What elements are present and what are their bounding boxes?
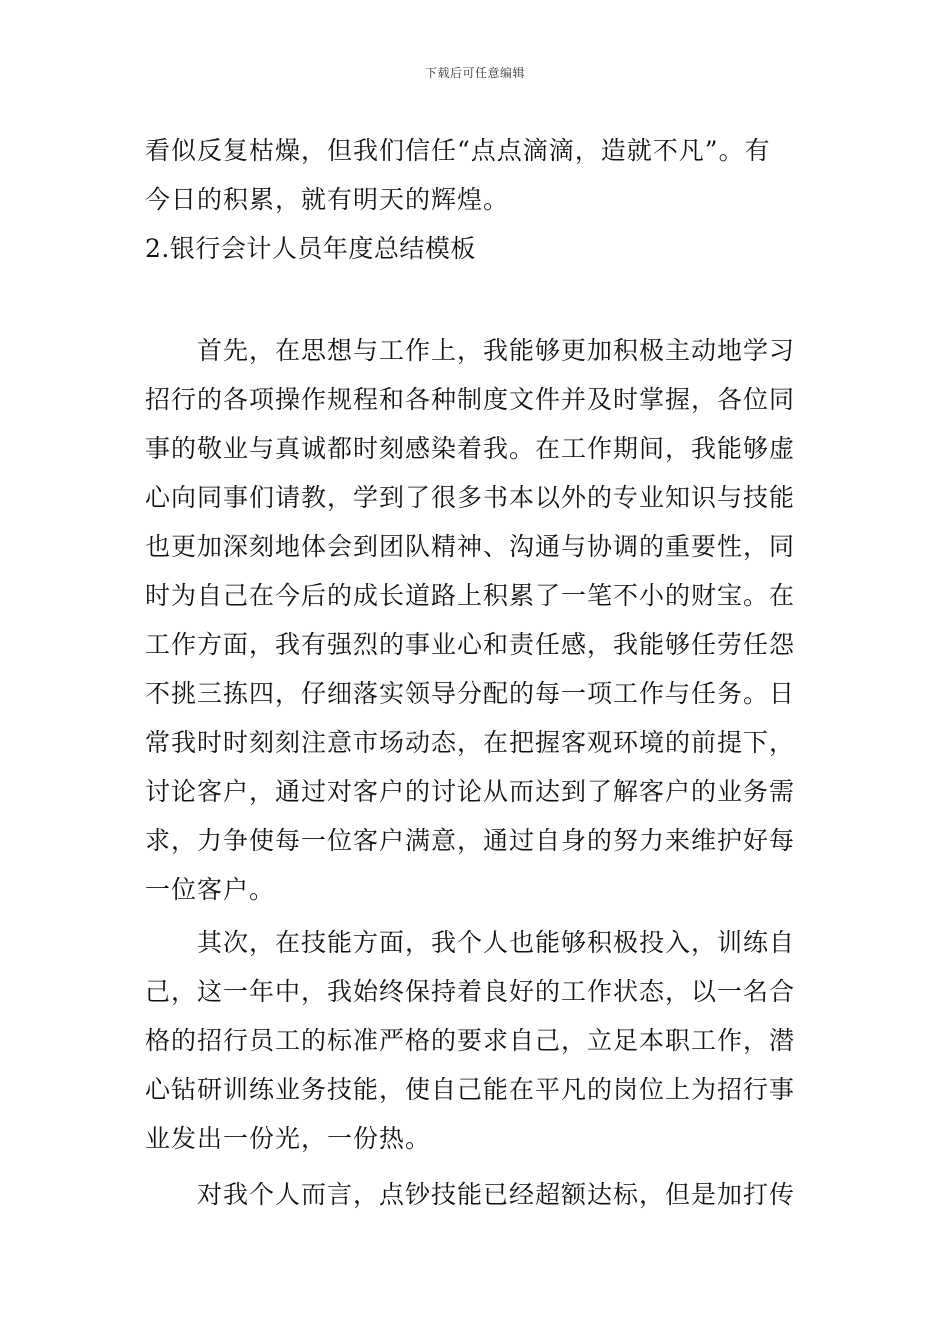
- paragraph-line: 业发出一份光，一份热。: [145, 1124, 432, 1153]
- paragraph-line: 时为自己在今后的成长道路上积累了一笔不小的财宝。在: [145, 581, 796, 610]
- paragraph-line: 对我个人而言，点钞技能已经超额达标，但是加打传: [145, 1180, 796, 1209]
- paragraph-line: 工作方面，我有强烈的事业心和责任感，我能够任劳任怨: [145, 630, 796, 659]
- paragraph-line: 心钻研训练业务技能，使自己能在平凡的岗位上为招行事: [145, 1075, 796, 1104]
- page-header: 下载后可任意编辑: [424, 66, 525, 80]
- paragraph-line: 招行的各项操作规程和各种制度文件并及时掌握，各位同: [145, 385, 796, 414]
- paragraph-line: 不挑三拣四，仔细落实领导分配的每一项工作与任务。日: [145, 679, 796, 708]
- paragraph-line: 一位客户。: [145, 875, 276, 904]
- paragraph-line: 其次，在技能方面，我个人也能够积极投入，训练自: [145, 928, 796, 957]
- paragraph-line: 也更加深刻地体会到团队精神、沟通与协调的重要性，同: [145, 532, 796, 561]
- paragraph-line: 己，这一年中，我始终保持着良好的工作状态，以一名合: [145, 977, 796, 1006]
- section-heading: 2.银行会计人员年度总结模板: [145, 234, 476, 263]
- paragraph-line: 讨论客户，通过对客户的讨论从而达到了解客户的业务需: [145, 777, 796, 806]
- paragraph-line: 常我时时刻刻注意市场动态，在把握客观环境的前提下，: [145, 728, 796, 757]
- paragraph-line: 首先，在思想与工作上，我能够更加积极主动地学习: [145, 336, 796, 365]
- paragraph-line: 心向同事们请教，学到了很多书本以外的专业知识与技能: [145, 483, 796, 512]
- paragraph-line: 看似反复枯燥，但我们信任“点点滴滴，造就不凡”。有: [145, 136, 771, 165]
- paragraph-line: 格的招行员工的标准严格的要求自己，立足本职工作，潜: [145, 1026, 796, 1055]
- paragraph-line: 今日的积累，就有明天的辉煌。: [145, 185, 510, 214]
- paragraph-line: 求，力争使每一位客户满意，通过自身的努力来维护好每: [145, 826, 796, 855]
- paragraph-line: 事的敬业与真诚都时刻感染着我。在工作期间，我能够虚: [145, 434, 796, 463]
